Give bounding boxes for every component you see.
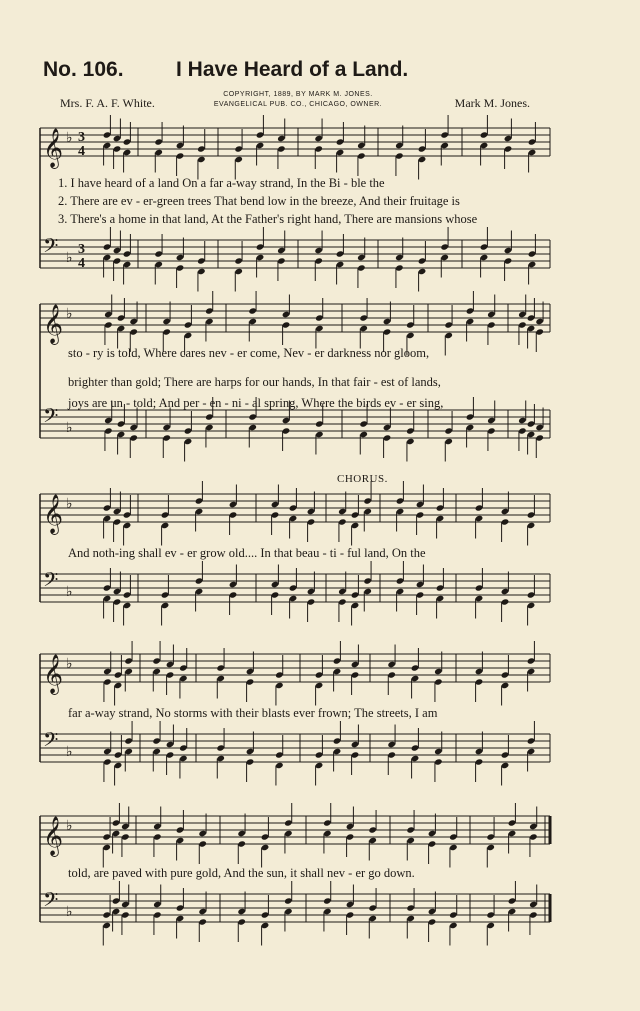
hymn-title: I Have Heard of a Land. (176, 58, 409, 81)
treble-clef-icon: 𝄞 (43, 654, 64, 694)
time-signature-icon: 4 (78, 256, 85, 271)
lyric-verse2-line2: brighter than gold; There are harps for our hands, In that fair - est of lands, (68, 375, 441, 389)
treble-clef-icon: 𝄞 (43, 816, 64, 856)
time-signature-icon: 3 (78, 242, 85, 257)
bass-clef-icon: 𝄢 (43, 404, 59, 432)
flat-sign-icon: ♭ (66, 904, 73, 920)
lyric-verse2-line1: 2. There are ev - er-green trees That bend low in the breeze, And their fruitage is (58, 194, 460, 208)
time-signature-icon: 4 (78, 144, 85, 159)
flat-sign-icon: ♭ (66, 584, 73, 600)
flat-sign-icon: ♭ (66, 250, 73, 266)
flat-sign-icon: ♭ (66, 306, 73, 322)
flat-sign-icon: ♭ (66, 496, 73, 512)
treble-clef-icon: 𝄞 (43, 494, 64, 534)
lyric-verse1-line1: 1. I have heard of a land On a far a-way strand, In the Bi - ble the (58, 176, 385, 190)
bass-clef-icon: 𝄢 (43, 728, 59, 756)
flat-sign-icon: ♭ (66, 744, 73, 760)
lyric-chorus-line2: far a-way strand, No storms with their blasts ever frown; The streets, I am (68, 706, 438, 720)
bass-clef-icon: 𝄢 (43, 568, 59, 596)
lyric-chorus-line3: told, are paved with pure gold, And the sun, it shall nev - er go down. (68, 866, 415, 880)
treble-clef-icon: 𝄞 (43, 304, 64, 344)
copyright-notice (208, 90, 388, 110)
flat-sign-icon: ♭ (66, 420, 73, 436)
author-credit: Mrs. F. A. F. White. (60, 96, 155, 110)
bass-clef-icon: 𝄢 (43, 888, 59, 916)
time-signature-icon: 3 (78, 130, 85, 145)
lyric-chorus-line1: And noth-ing shall ev - er grow old.... In that beau - ti - ful land, On the (68, 546, 426, 560)
flat-sign-icon: ♭ (66, 130, 73, 146)
chorus-label: CHORUS. (337, 473, 388, 485)
lyric-verse1-line2: sto - ry is told, Where cares nev - er come, Nev - er darkness nor gloom, (68, 346, 430, 360)
lyric-verse3-line2: joys are un - told; And per - en - ni - al spring, Where the birds ev - er sing, (68, 396, 444, 410)
hymn-number: No. 106. (43, 58, 124, 81)
composer-credit: Mark M. Jones. (454, 96, 530, 110)
treble-clef-icon: 𝄞 (43, 128, 64, 168)
flat-sign-icon: ♭ (66, 656, 73, 672)
bass-clef-icon: 𝄢 (43, 234, 59, 262)
copyright-line-1: COPYRIGHT, 1889, BY MARK M. JONES. (223, 91, 373, 98)
lyric-verse3-line1: 3. There's a home in that land, At the Father's right hand, There are mansions whose (58, 212, 478, 226)
flat-sign-icon: ♭ (66, 818, 73, 834)
copyright-line-2: EVANGELICAL PUB. CO., CHICAGO, OWNER. (213, 101, 383, 108)
